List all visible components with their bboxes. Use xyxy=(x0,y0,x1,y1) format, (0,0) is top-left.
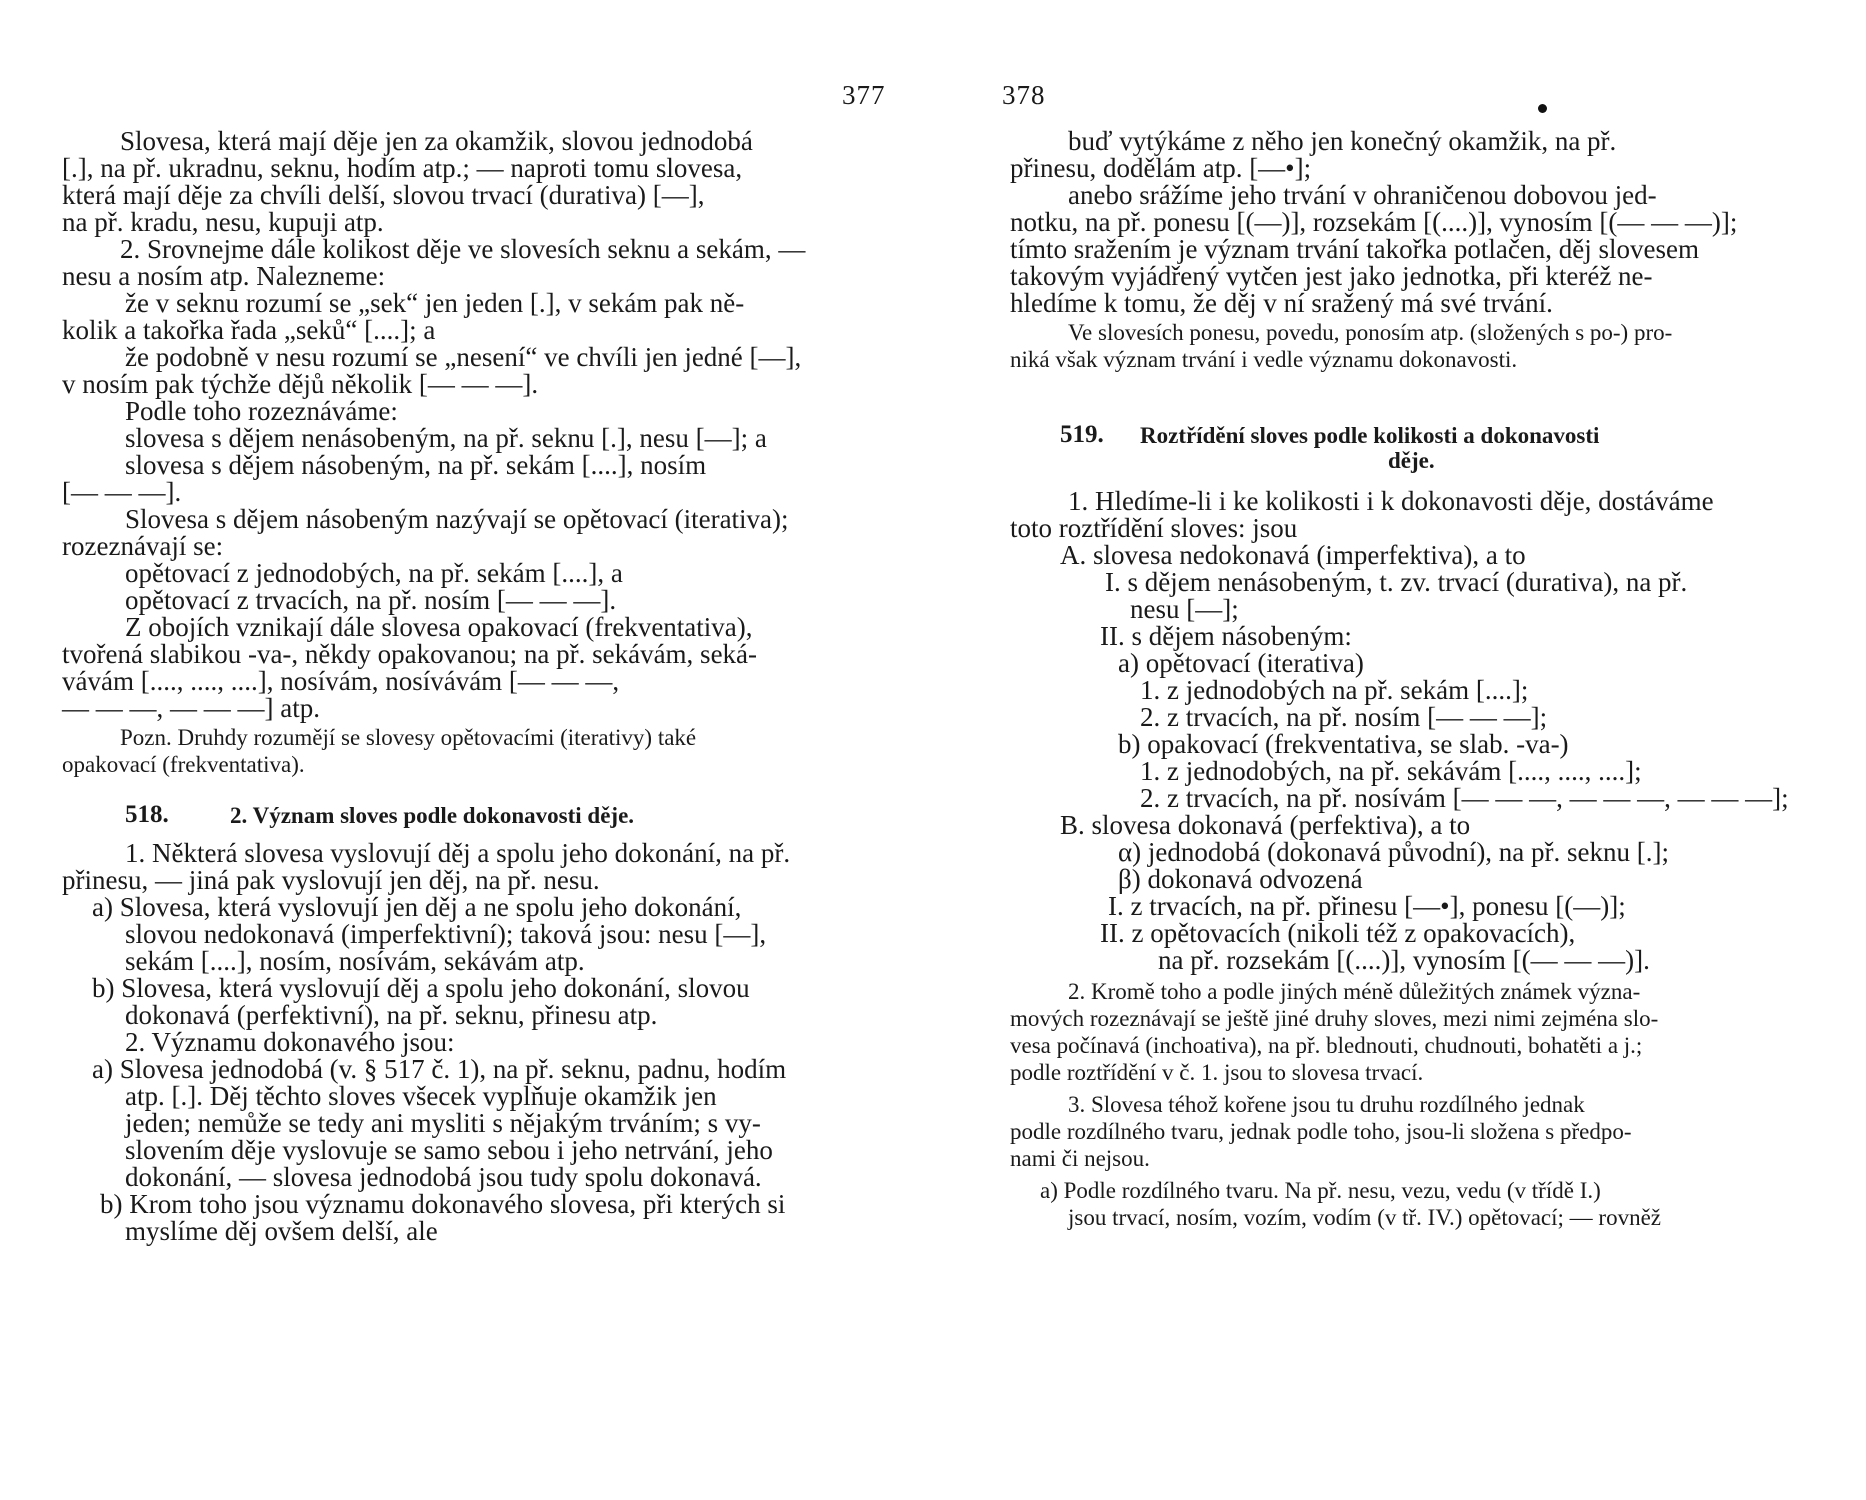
print-speck xyxy=(1538,104,1547,113)
text-line: Podle toho rozeznáváme: xyxy=(125,396,398,426)
section-number: 519. xyxy=(1060,421,1104,448)
text-line: Ve slovesích ponesu, povedu, ponosím atp. (složených s po-) pro- xyxy=(1068,320,1673,345)
text-line: že podobně v nesu rozumí se „nesení“ ve chvíli jen jedné [—], xyxy=(125,342,802,372)
text-line: Z obojích vznikají dále slovesa opakovací (frekventativa), xyxy=(125,612,753,642)
text-line: a) opětovací (iterativa) xyxy=(1118,648,1364,678)
text-line: jeden; nemůže se tedy ani mysliti s nějakým trváním; s vy- xyxy=(125,1108,761,1138)
text-line: niká však význam trvání i vedle významu dokonavosti. xyxy=(1010,347,1518,372)
text-line: A. slovesa nedokonavá (imperfektiva), a to xyxy=(1060,540,1526,570)
text-line: 2. z trvacích, na př. nosím [— — —]; xyxy=(1140,702,1548,732)
text-line: že v seknu rozumí se „sek“ jen jeden [.], v sekám pak ně- xyxy=(125,288,745,318)
text-line: 2. Významu dokonavého jsou: xyxy=(125,1027,455,1057)
text-line: slovením děje vyslovuje se samo sebou i jeho netrvání, jeho xyxy=(125,1135,773,1165)
text-line: nesu a nosím atp. Nalezneme: xyxy=(62,261,386,291)
text-line: [.], na př. ukradnu, seknu, hodím atp.; — naproti tomu slovesa, xyxy=(62,153,743,183)
text-line: 1. Hledíme-li i ke kolikosti i k dokonavosti děje, dostáváme xyxy=(1068,486,1714,516)
text-line: přinesu, dodělám atp. [—•]; xyxy=(1010,153,1312,183)
text-line: takovým vyjádřený vytčen jest jako jednotka, při kteréž ne- xyxy=(1010,261,1653,291)
text-line: která mají děje za chvíli delší, slovou trvací (durativa) [—], xyxy=(62,180,705,210)
text-line: [— — —]. xyxy=(62,477,182,507)
text-line: přinesu, — jiná pak vyslovují jen děj, na př. nesu. xyxy=(62,865,600,895)
text-line: nesu [—]; xyxy=(1130,594,1239,624)
text-line: 1. z jednodobých na př. sekám [....]; xyxy=(1140,675,1529,705)
text-line: podle rozdílného tvaru, jednak podle toho, jsou-li složena s předpo- xyxy=(1010,1119,1632,1144)
text-line: 2. Kromě toho a podle jiných méně důležitých známek význa- xyxy=(1068,979,1641,1004)
text-line: myslíme děj ovšem delší, ale xyxy=(125,1216,438,1246)
left-page xyxy=(0,0,930,1500)
note-line: Pozn. Druhdy rozumějí se slovesy opětovacími (iterativy) také xyxy=(120,725,697,750)
text-line: na př. rozsekám [(....)], vynosím [(— — —)]. xyxy=(1158,945,1650,975)
text-line: podle roztřídění v č. 1. jsou to slovesa trvací. xyxy=(1010,1060,1424,1085)
text-line: Slovesa, která mají děje jen za okamžik, slovou jednodobá xyxy=(120,126,753,156)
text-line: b) Krom toho jsou významu dokonavého slovesa, při kterých si xyxy=(100,1189,786,1219)
page-number: 377 xyxy=(842,80,886,110)
text-line: a) Podle rozdílného tvaru. Na př. nesu, vezu, vedu (v třídě I.) xyxy=(1040,1178,1601,1203)
text-line: 1. z jednodobých, na př. sekávám [...., ...., ....]; xyxy=(1140,756,1642,786)
text-line: 1. Některá slovesa vyslovují děj a spolu jeho dokonání, na př. xyxy=(125,838,791,868)
text-line: B. slovesa dokonavá (perfektiva), a to xyxy=(1060,810,1471,840)
text-line: v nosím pak týchže dějů několik [— — —]. xyxy=(62,369,539,399)
text-line: notku, na př. ponesu [(—)], rozsekám [(....)], vynosím [(— — —)]; xyxy=(1010,207,1738,237)
text-line: β) dokonavá odvozená xyxy=(1118,864,1363,894)
text-line: slovou nedokonavá (imperfektivní); taková jsou: nesu [—], xyxy=(125,919,767,949)
text-line: II. z opětovacích (nikoli též z opakovacích), xyxy=(1100,918,1576,948)
text-line: II. s dějem násobeným: xyxy=(1100,621,1352,651)
text-line: dokonání, — slovesa jednodobá jsou tudy spolu dokonavá. xyxy=(125,1162,762,1192)
text-line: b) Slovesa, která vyslovují děj a spolu jeho dokonání, slovou xyxy=(92,973,750,1003)
text-line: α) jednodobá (dokonavá původní), na př. seknu [.]; xyxy=(1118,837,1670,867)
text-line: opětovací z trvacích, na př. nosím [— — —]. xyxy=(125,585,617,615)
text-line: I. z trvacích, na př. přinesu [—•], ponesu [(—)]; xyxy=(1108,891,1626,921)
text-line: buď vytýkáme z něho jen konečný okamžik, na př. xyxy=(1068,126,1617,156)
text-line: opětovací z jednodobých, na př. sekám [....], a xyxy=(125,558,623,588)
text-line: nami či nejsou. xyxy=(1010,1146,1150,1171)
text-line: slovesa s dějem nenásobeným, na př. seknu [.], nesu [—]; a xyxy=(125,423,767,453)
text-line: hledíme k tomu, že děj v ní sražený má své trvání. xyxy=(1010,288,1553,318)
section-heading: děje. xyxy=(1388,448,1435,473)
text-line: a) Slovesa, která vyslovují jen děj a ne spolu jeho dokonání, xyxy=(92,892,742,922)
text-line: tvořená slabikou -va-, někdy opakovanou; na př. sekávám, seká- xyxy=(62,639,758,669)
text-line: rozeznávají se: xyxy=(62,531,224,561)
text-line: jsou trvací, nosím, vozím, vodím (v tř. IV.) opětovací; — rovněž xyxy=(1068,1205,1661,1230)
section-number: 518. xyxy=(125,801,169,828)
text-line: dokonavá (perfektivní), na př. seknu, přinesu atp. xyxy=(125,1000,658,1030)
text-line: atp. [.]. Děj těchto sloves všecek vyplňuje okamžik jen xyxy=(125,1081,717,1111)
text-line: Slovesa s dějem násobeným nazývají se opětovací (iterativa); xyxy=(125,504,789,534)
text-line: toto roztřídění sloves: jsou xyxy=(1010,513,1298,543)
text-line: — — —, — — —] atp. xyxy=(62,693,320,723)
text-line: 2. z trvacích, na př. nosívám [— — —, — — —, — — —]; xyxy=(1140,783,1789,813)
text-line: I. s dějem nenásobeným, t. zv. trvací (durativa), na př. xyxy=(1105,567,1688,597)
text-line: sekám [....], nosím, nosívám, sekávám atp. xyxy=(125,946,585,976)
text-line: b) opakovací (frekventativa, se slab. -va-) xyxy=(1118,729,1569,759)
text-line: anebo srážíme jeho trvání v ohraničenou dobovou jed- xyxy=(1068,180,1657,210)
text-line: vávám [...., ...., ....], nosívám, nosívávám [— — —, xyxy=(62,666,620,696)
text-line: na př. kradu, nesu, kupuji atp. xyxy=(62,207,384,237)
text-line: 2. Srovnejme dále kolikost děje ve slovesích seknu a sekám, — xyxy=(120,234,806,264)
text-line: tímto sražením je význam trvání takořka potlačen, děj slovesem xyxy=(1010,234,1700,264)
note-line: opakovací (frekventativa). xyxy=(62,752,305,777)
text-line: mových rozeznávají se ještě jiné druhy sloves, mezi nimi zejména slo- xyxy=(1010,1006,1659,1031)
text-line: 3. Slovesa téhož kořene jsou tu druhu rozdílného jednak xyxy=(1068,1092,1585,1117)
right-page xyxy=(990,0,1866,1500)
text-line: vesa počínavá (inchoativa), na př. blednouti, chudnouti, bohatěti a j.; xyxy=(1010,1033,1643,1058)
section-heading: Roztřídění sloves podle kolikosti a dokonavosti xyxy=(1140,423,1600,448)
text-line: kolik a takořka řada „seků“ [....]; a xyxy=(62,315,436,345)
page-number: 378 xyxy=(1002,80,1046,110)
text-line: slovesa s dějem násobeným, na př. sekám [....], nosím xyxy=(125,450,707,480)
section-heading: 2. Význam sloves podle dokonavosti děje. xyxy=(230,803,635,828)
text-line: a) Slovesa jednodobá (v. § 517 č. 1), na př. seknu, padnu, hodím xyxy=(92,1054,787,1084)
